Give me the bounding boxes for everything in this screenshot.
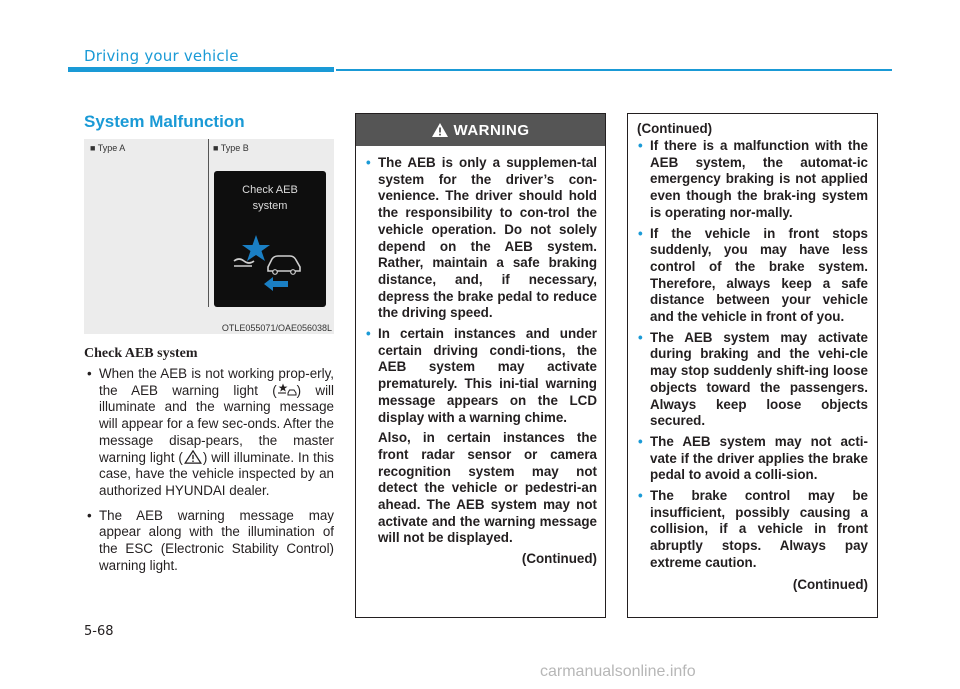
- list-item: • The AEB system may not acti-vate if the driver applies the brake pedal to avoid a colli-sion.: [637, 434, 868, 484]
- aeb-warning-light-icon: [277, 383, 297, 397]
- master-warning-icon: [183, 450, 203, 464]
- warning-triangle-icon: [432, 123, 448, 137]
- list-item: • When the AEB is not working prop-erly, the AEB warning light ( ) will illuminate and the warning message will appear for a few sec-onds. After the message disap-pears, the master warning light ( ) will illuminate. In this case, have the vehicle inspected by an authorized HYUNDAI dealer.: [84, 366, 334, 500]
- warning-paragraph: Also, in certain instances the front radar sensor or camera recognition system may not detect the vehicle or pedestri-an ahead. The AEB system may not activate and the warning message will not be displayed.: [378, 430, 597, 546]
- section-title: Driving your vehicle: [84, 47, 239, 65]
- page-number: 5-68: [84, 624, 114, 639]
- cluster-text-line1: Check AEB: [242, 184, 298, 196]
- list-item: • The AEB is only a supplemen-tal system for the driver’s con-venience. The driver should hold the responsibility to con-trol the vehicle operation. Do not solely depend on the AEB system. Rather, maintain a safe braking distance, and, if necessary, depress the brake pedal to reduce the driving speed.: [365, 155, 597, 322]
- header-rule: [336, 69, 892, 71]
- list-item: • The AEB system may activate during braking and the vehi-cle may stop suddenly shift-ing loose objects toward the passengers. Always keep loose objects secured.: [637, 330, 868, 430]
- subsection-title: Check AEB system: [84, 346, 198, 361]
- type-a-label: ■ Type A: [90, 143, 126, 153]
- warning-header: [356, 114, 605, 146]
- list-item: • The brake control may be insufficient, possibly causing a collision, if a vehicle in front abruptly stops. Always pay extreme caution.: [637, 488, 868, 572]
- watermark: carmanualsonline.info: [540, 663, 696, 680]
- list-item: • In certain instances and under certain driving condi-tions, the AEB system may activate prematurely. This ini-tial warning message appears on the LCD display with a warning chime.: [365, 326, 597, 426]
- continued-label: (Continued): [521, 551, 597, 567]
- list-item: • If the vehicle in front stops suddenly, you may have less control of the brake system. Therefore, always keep a safe distance between your vehicle and the vehicle in front of you.: [637, 226, 868, 326]
- type-b-label: ■ Type B: [213, 143, 249, 153]
- continued-list: [628, 138, 877, 572]
- header-accent-bar: [68, 67, 334, 72]
- figure-divider: [208, 139, 209, 307]
- malfunction-bullets: [84, 366, 334, 582]
- warning-box: [355, 113, 606, 618]
- page-title: System Malfunction: [84, 112, 245, 131]
- list-item: • If there is a malfunction with the AEB system, the automat-ic emergency braking is not applied even though the brak-ing system is operating nor-mally.: [637, 138, 868, 222]
- warning-label: WARNING: [453, 121, 530, 139]
- warning-list: [356, 146, 605, 426]
- continued-warning-box: [627, 113, 878, 618]
- figure-code: OTLE055071/OAE056038L: [221, 323, 332, 333]
- cluster-text-line2: system: [252, 200, 288, 212]
- cluster-display: [214, 171, 326, 307]
- continued-bottom-label: (Continued): [792, 576, 868, 592]
- collision-warning-icon: [228, 235, 312, 293]
- figure-panel: [84, 139, 334, 334]
- continued-top-label: (Continued): [637, 121, 713, 136]
- list-item: • The AEB warning message may appear along with the illumination of the ESC (Electronic Stability Control) warning light.: [84, 508, 334, 575]
